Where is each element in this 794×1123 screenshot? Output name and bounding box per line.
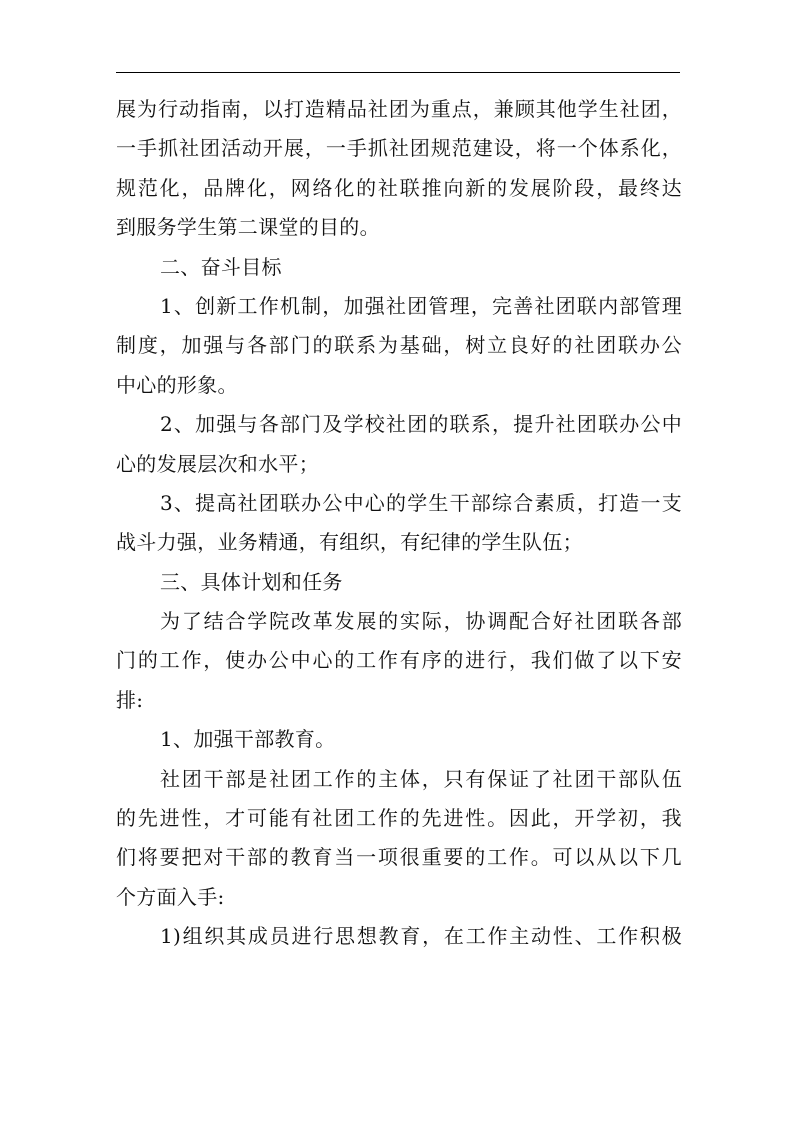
text-line: 战斗力强，业务精通，有组织，有纪律的学生队伍； — [116, 530, 583, 555]
text-line: 社团干部是社团工作的主体，只有保证了社团干部队伍 — [160, 766, 682, 791]
section-heading: 三、具体计划和任务 — [160, 569, 343, 594]
header-rule — [116, 72, 680, 73]
section-heading: 二、奋斗目标 — [160, 254, 282, 279]
text-line: 们将要把对干部的教育当一项很重要的工作。可以从以下几 — [116, 845, 682, 870]
text-line: 为了结合学院改革发展的实际，协调配合好社团联各部 — [160, 609, 682, 634]
text-line: 制度，加强与各部门的联系为基础，树立良好的社团联办公 — [116, 333, 682, 358]
text-line: 中心的形象。 — [116, 372, 238, 397]
text-line: 1)组织其成员进行思想教育，在工作主动性、工作积极 — [160, 924, 682, 949]
subsection-heading: 1、加强干部教育。 — [160, 727, 336, 752]
text-line: 一手抓社团活动开展，一手抓社团规范建设，将一个体系化， — [116, 136, 682, 161]
text-line: 展为行动指南，以打造精品社团为重点，兼顾其他学生社团， — [116, 97, 682, 121]
text-line: 1、创新工作机制，加强社团管理，完善社团联内部管理 — [160, 293, 682, 318]
text-line: 个方面入手: — [116, 884, 225, 909]
text-line: 的先进性，才可能有社团工作的先进性。因此，开学初，我 — [116, 806, 682, 831]
text-line: 门的工作，使办公中心的工作有序的进行，我们做了以下安 — [116, 648, 682, 673]
text-line: 2、加强与各部门及学校社团的联系，提升社团联办公中 — [160, 412, 682, 437]
text-line: 排: — [116, 687, 144, 712]
document-body — [116, 90, 682, 957]
text-line: 心的发展层次和水平； — [116, 451, 319, 476]
text-line: 到服务学生第二课堂的目的。 — [116, 215, 380, 240]
text-line: 3、提高社团联办公中心的学生干部综合素质，打造一支 — [160, 490, 682, 515]
text-line: 规范化，品牌化，网络化的社联推向新的发展阶段，最终达 — [116, 175, 682, 200]
